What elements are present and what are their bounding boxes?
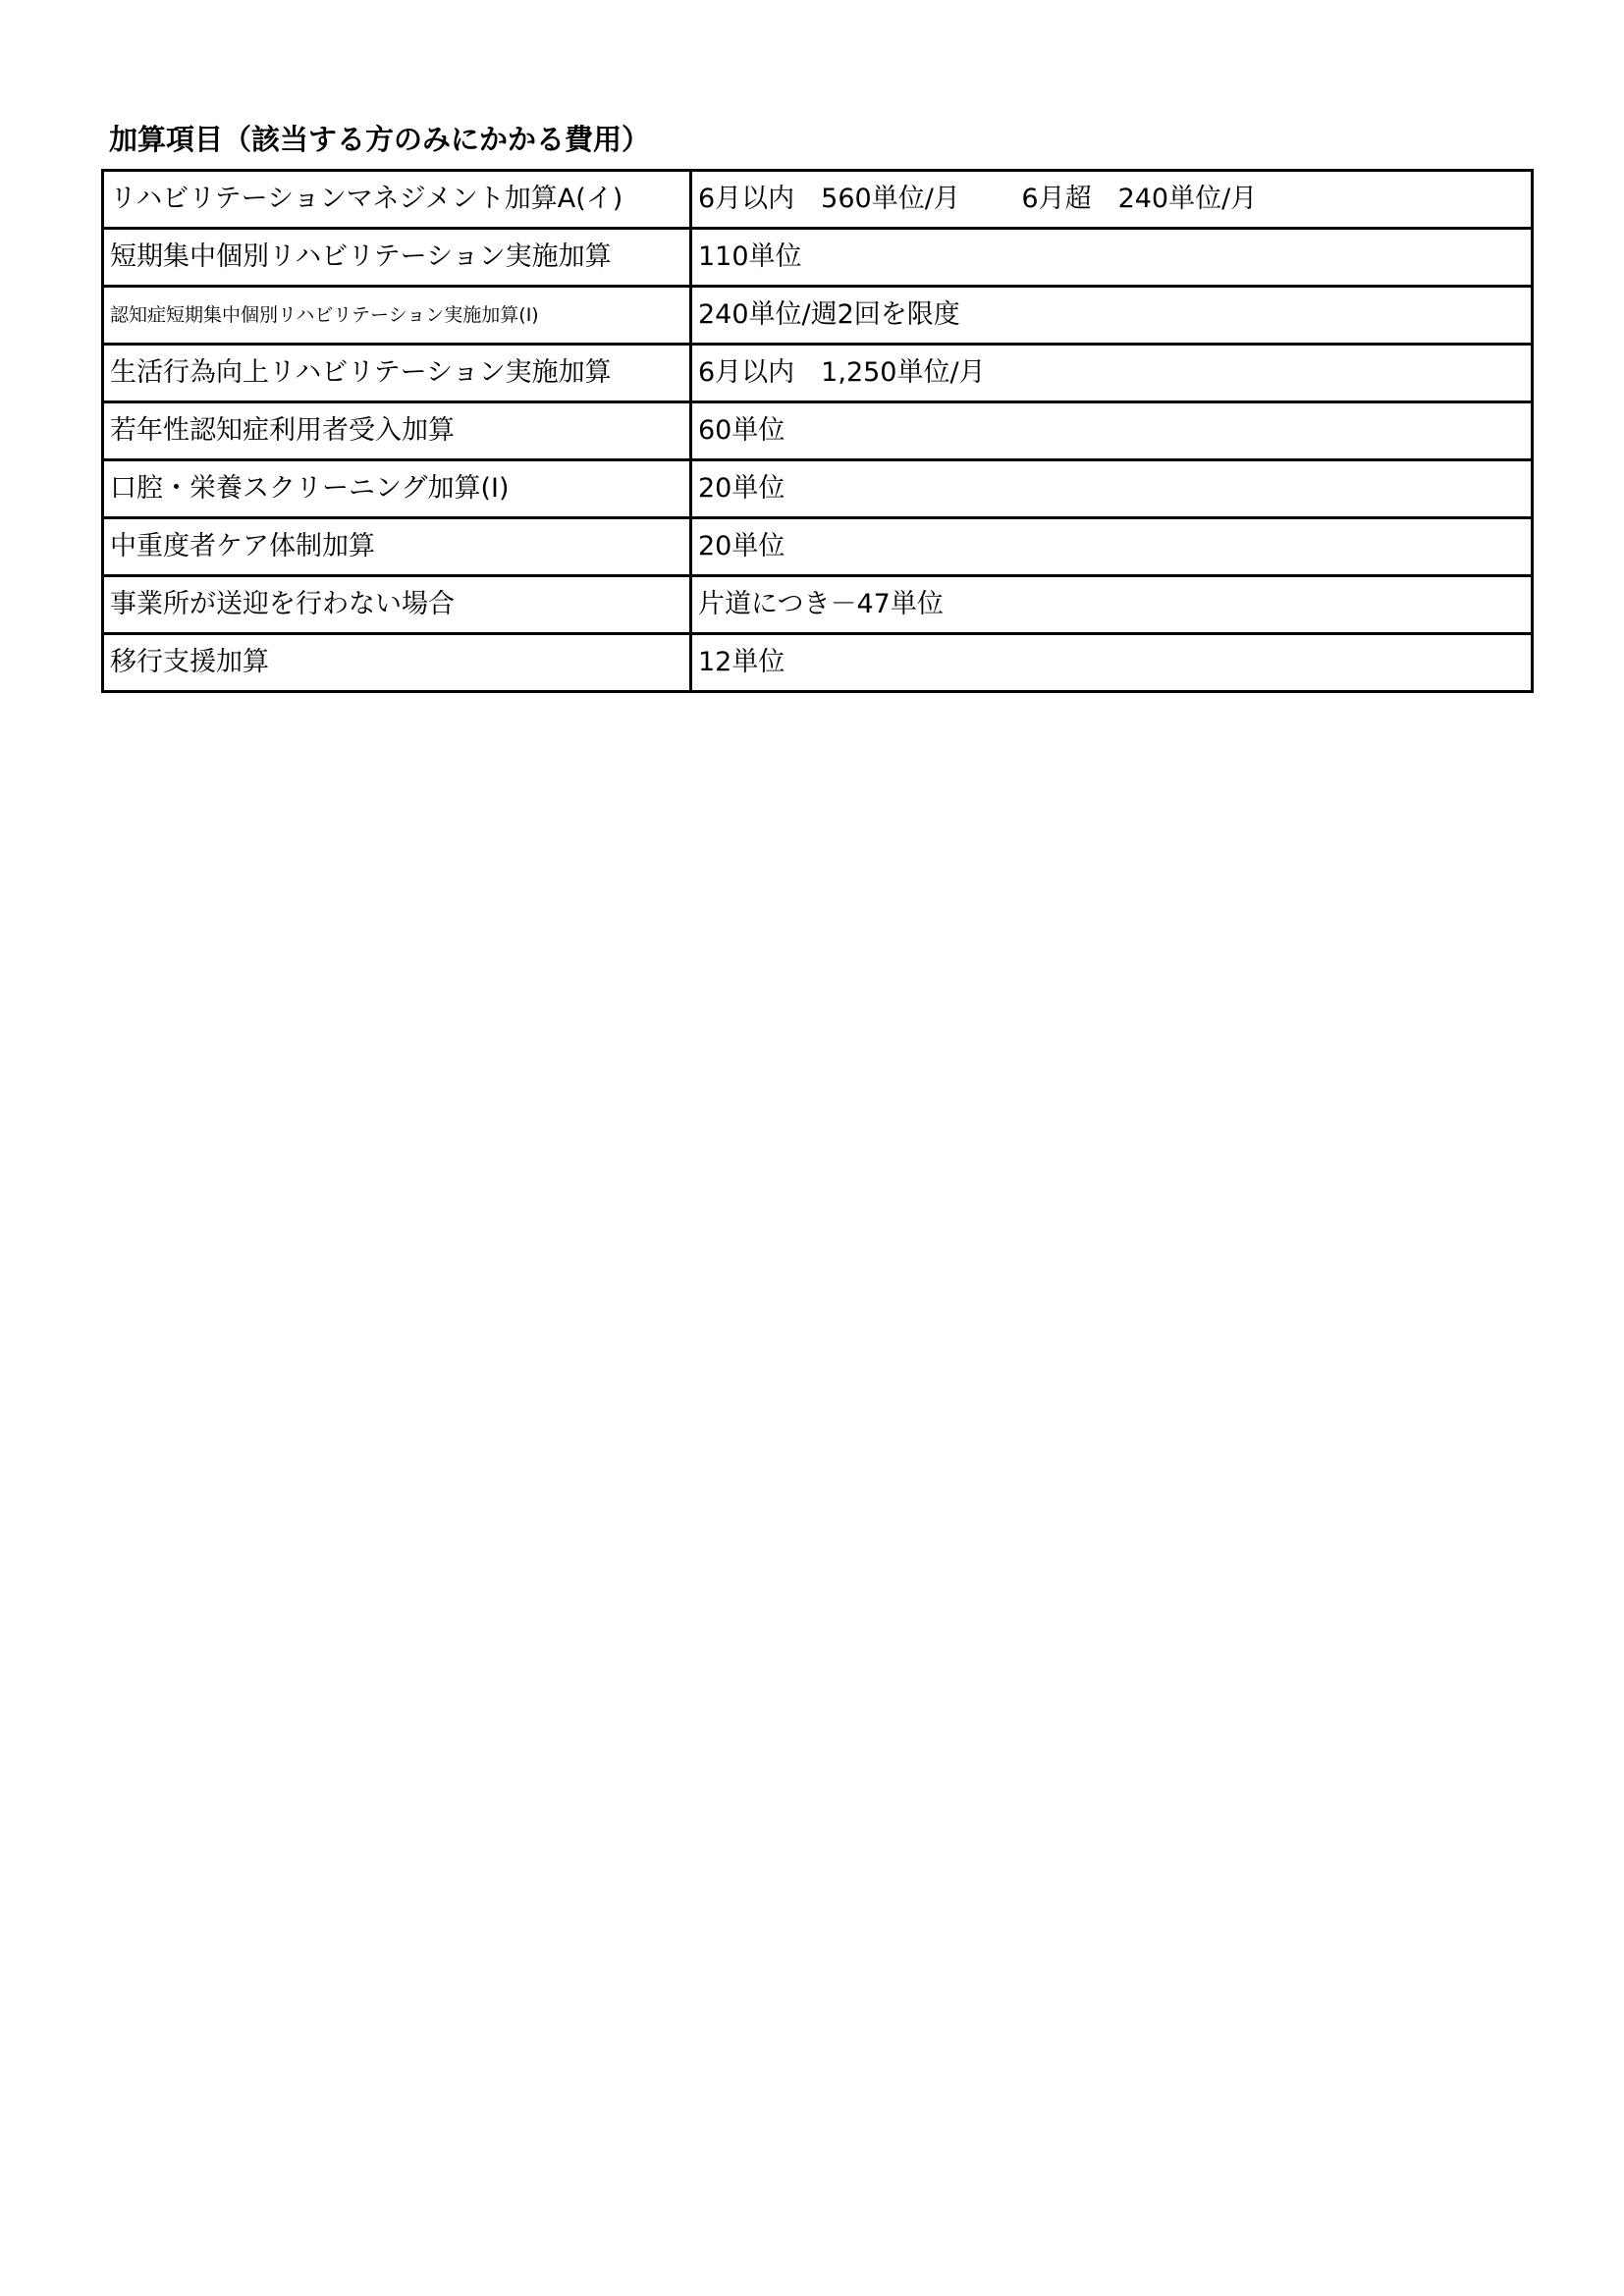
table-row: [103, 634, 1533, 692]
addon-fee-table: [101, 169, 1534, 693]
addon-item-value: 60単位: [691, 402, 1533, 460]
addon-item-value: 6月以内 1,250単位/月: [691, 345, 1533, 402]
addon-item-name: 事業所が送迎を行わない場合: [103, 576, 691, 634]
page-title: 加算項目（該当する方のみにかかる費用）: [109, 123, 651, 156]
table-row: [103, 287, 1533, 345]
addon-item-value: 240単位/週2回を限度: [691, 287, 1533, 345]
table-row: [103, 345, 1533, 402]
table-row: [103, 229, 1533, 287]
addon-item-name: 口腔・栄養スクリーニング加算(Ⅰ): [103, 460, 691, 518]
addon-item-name: 中重度者ケア体制加算: [103, 518, 691, 576]
addon-item-value: 110単位: [691, 229, 1533, 287]
table-row: [103, 460, 1533, 518]
addon-item-value: 20単位: [691, 518, 1533, 576]
addon-item-value: 20単位: [691, 460, 1533, 518]
addon-item-name: 若年性認知症利用者受入加算: [103, 402, 691, 460]
table-row: [103, 576, 1533, 634]
addon-item-name: 短期集中個別リハビリテーション実施加算: [103, 229, 691, 287]
table-row: [103, 518, 1533, 576]
addon-item-name: リハビリテーションマネジメント加算A(イ): [103, 171, 691, 229]
addon-item-value: 12単位: [691, 634, 1533, 692]
addon-item-name: 移行支援加算: [103, 634, 691, 692]
addon-item-value: 6月以内 560単位/月 6月超 240単位/月: [691, 171, 1533, 229]
addon-item-name: 生活行為向上リハビリテーション実施加算: [103, 345, 691, 402]
addon-item-name: 認知症短期集中個別リハビリテーション実施加算(Ⅰ): [103, 287, 691, 345]
table-row: [103, 402, 1533, 460]
addon-item-value: 片道につき－47単位: [691, 576, 1533, 634]
table-row: [103, 171, 1533, 229]
